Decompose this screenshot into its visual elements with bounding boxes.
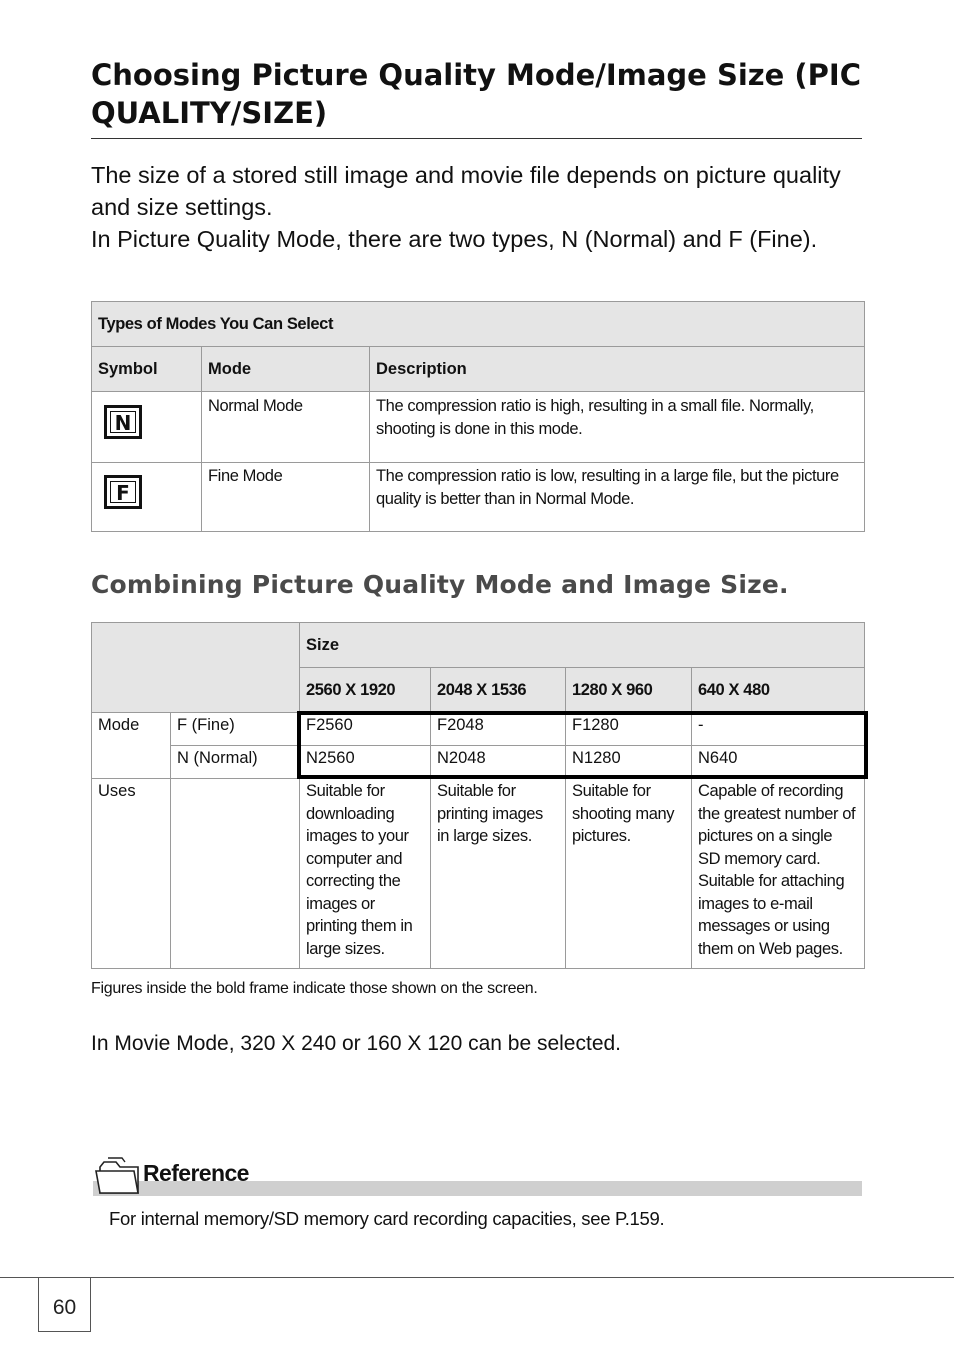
description-cell: The compression ratio is high, resulting in a small file. Normally, shooting is done in this mode. <box>370 392 865 463</box>
resolution-header: 2048 X 1536 <box>431 668 566 713</box>
normal-quality-icon: N <box>104 405 142 439</box>
table-row <box>92 463 865 532</box>
fine-quality-icon: F <box>104 475 142 509</box>
reference-label: Reference <box>143 1160 249 1186</box>
description-cell: The compression ratio is low, resulting in a large file, but the picture quality is better than in Normal Mode. <box>370 463 865 532</box>
modes-table <box>91 301 865 532</box>
uses-cell: Suitable for printing images in large sizes. <box>431 779 566 969</box>
intro-text <box>91 159 861 255</box>
size-value-cell: N640 <box>692 746 865 779</box>
frame-note: Figures inside the bold frame indicate those shown on the screen. <box>91 980 538 997</box>
size-header: Size <box>300 623 865 668</box>
title-divider <box>91 138 862 139</box>
intro-paragraph: The size of a stored still image and movie file depends on picture quality and size settings. <box>91 162 841 220</box>
symbol-cell <box>92 463 202 532</box>
uses-cell: Suitable for downloading images to your computer and correcting the images or printing them in large sizes. <box>300 779 431 969</box>
folder-icon <box>94 1155 140 1197</box>
empty-cell <box>171 779 300 969</box>
size-value-cell: N2560 <box>300 746 431 779</box>
corner-cell <box>92 623 300 713</box>
size-value-cell: N2048 <box>431 746 566 779</box>
uses-cell: Capable of recording the greatest number of pictures on a single SD memory card. Suitable for attaching images to e-mail messages or using them on Web pages. <box>692 779 865 969</box>
size-table <box>91 622 865 969</box>
header-mode: Mode <box>202 347 370 392</box>
size-value-cell: F2560 <box>300 713 431 746</box>
symbol-cell <box>92 392 202 463</box>
uses-label: Uses <box>92 779 171 969</box>
size-value-cell: F1280 <box>566 713 692 746</box>
size-value-cell: F2048 <box>431 713 566 746</box>
page-title: Choosing Picture Quality Mode/Image Size (PIC QUALITY/SIZE) <box>91 58 862 130</box>
resolution-header: 1280 X 960 <box>566 668 692 713</box>
resolution-header: 2560 X 1920 <box>300 668 431 713</box>
uses-cell: Suitable for shooting many pictures. <box>566 779 692 969</box>
fine-label: F (Fine) <box>171 713 300 746</box>
header-description: Description <box>370 347 865 392</box>
section-title: Combining Picture Quality Mode and Image Size. <box>91 570 789 599</box>
size-value-cell: N1280 <box>566 746 692 779</box>
table-row <box>92 746 865 779</box>
footer-divider <box>0 1277 954 1278</box>
mode-cell: Fine Mode <box>202 463 370 532</box>
mode-label: Mode <box>92 713 171 779</box>
table-row <box>92 392 865 463</box>
mode-cell: Normal Mode <box>202 392 370 463</box>
table-row <box>92 779 865 969</box>
page-number: 60 <box>38 1277 91 1332</box>
reference-text: For internal memory/SD memory card recording capacities, see P.159. <box>109 1208 665 1229</box>
normal-label: N (Normal) <box>171 746 300 779</box>
intro-paragraph: In Picture Quality Mode, there are two types, N (Normal) and F (Fine). <box>91 226 818 252</box>
modes-table-caption: Types of Modes You Can Select <box>92 302 865 347</box>
table-row <box>92 713 865 746</box>
size-value-cell: - <box>692 713 865 746</box>
resolution-header: 640 X 480 <box>692 668 865 713</box>
movie-mode-note: In Movie Mode, 320 X 240 or 160 X 120 can be selected. <box>91 1032 622 1055</box>
header-symbol: Symbol <box>92 347 202 392</box>
